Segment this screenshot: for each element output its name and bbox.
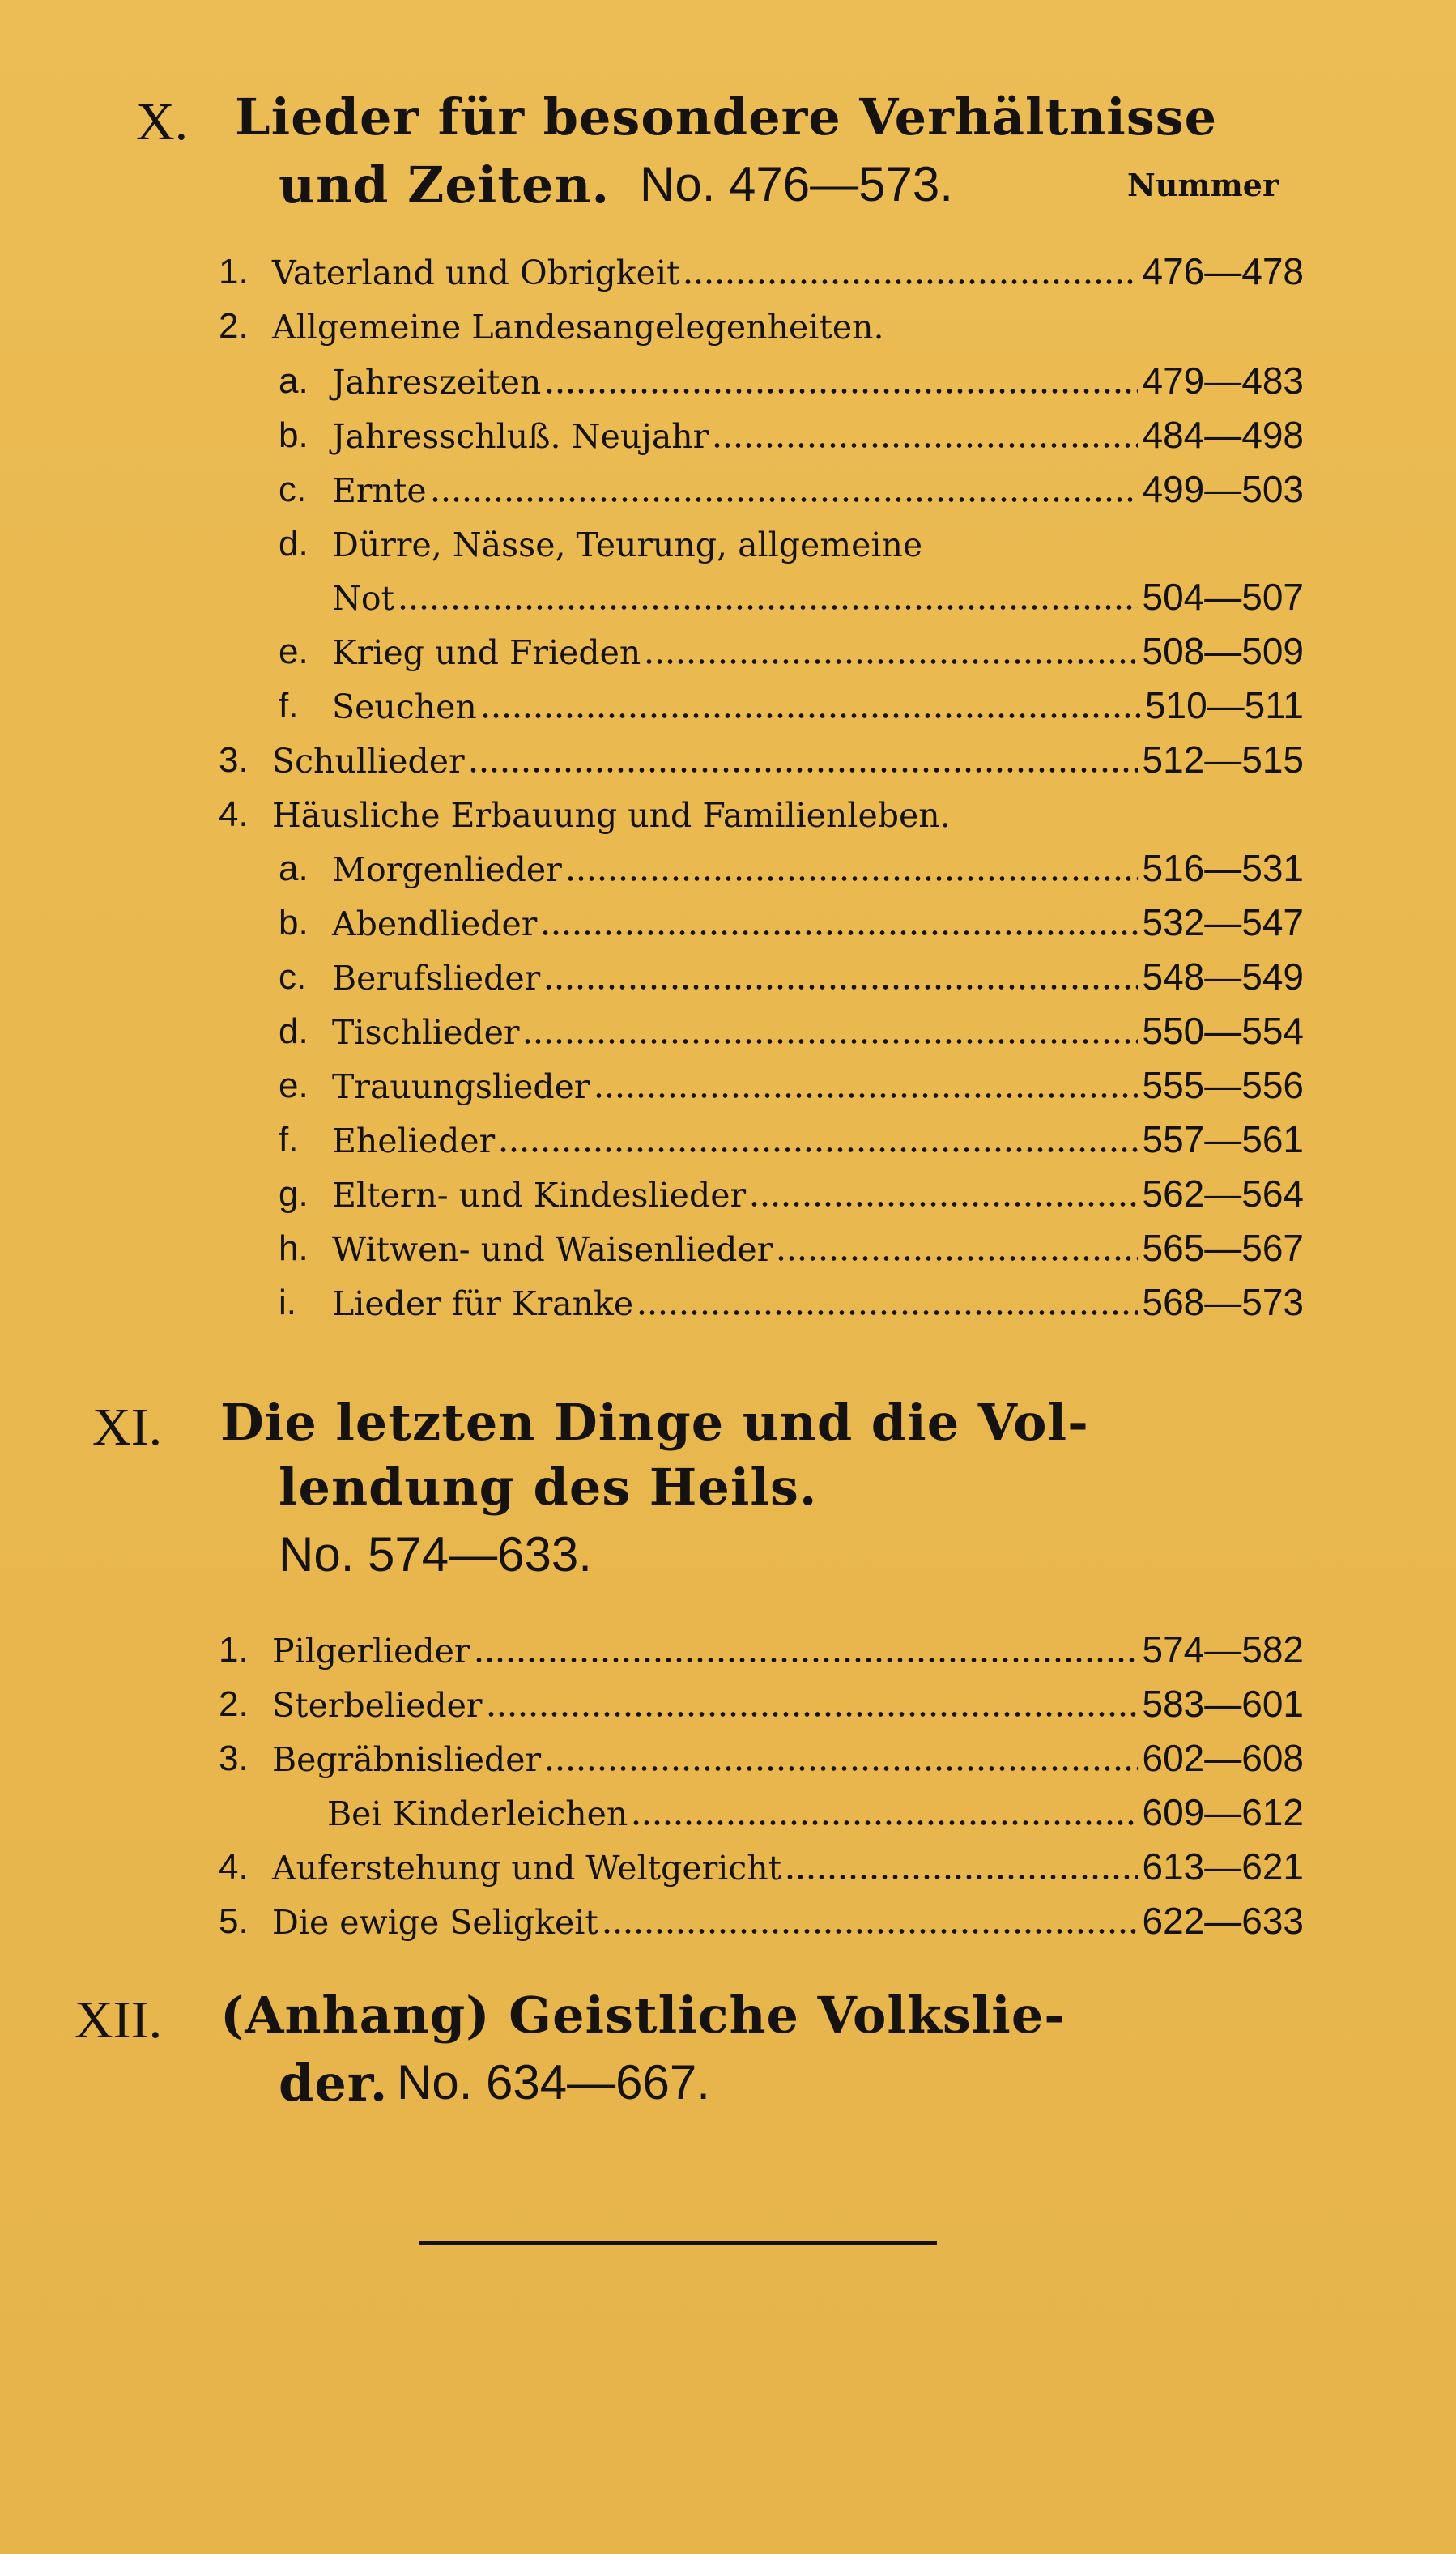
entry-range: 574—582 <box>1142 1628 1304 1671</box>
entry-number: 2. <box>219 1684 249 1724</box>
dot-leader <box>498 1147 1137 1153</box>
section-xii-title-line1: (Anhang) Geistliche Volkslie- <box>220 1986 1066 2045</box>
closing-rule <box>419 2241 937 2245</box>
toc-entry <box>332 575 1304 618</box>
entry-range: 565—567 <box>1142 1227 1304 1269</box>
entry-range: 583—601 <box>1142 1683 1304 1725</box>
entry-label: Abendlieder <box>332 905 538 943</box>
dot-leader <box>468 767 1138 773</box>
entry-range: 484—498 <box>1142 414 1304 456</box>
entry-range: 548—549 <box>1142 956 1304 998</box>
entry-range: 512—515 <box>1142 739 1304 781</box>
section-xii-range: No. 634—667. <box>397 2055 710 2109</box>
dot-leader <box>544 388 1137 394</box>
dot-leader <box>565 875 1138 882</box>
dot-leader <box>480 713 1140 719</box>
entry-number: 4. <box>219 794 249 834</box>
entry-label: Schullieder <box>272 742 465 781</box>
toc-entry <box>279 1172 1304 1215</box>
dot-leader <box>594 1092 1138 1099</box>
entry-label: Not <box>332 579 395 618</box>
entry-label: Sterbelieder <box>272 1686 483 1725</box>
entry-label: Trauungslieder <box>332 1067 590 1106</box>
section-xi-number: XI. <box>92 1398 163 1457</box>
dot-leader <box>540 930 1137 936</box>
entry-number: d. <box>279 524 309 564</box>
entry-number: f. <box>279 686 299 726</box>
dot-leader <box>543 984 1137 990</box>
toc-entry <box>279 1117 1304 1158</box>
entry-label: Berufslieder <box>332 959 541 998</box>
dot-leader <box>430 496 1138 503</box>
entry-label: Krieg und Frieden <box>332 633 641 672</box>
dot-leader <box>636 1309 1137 1316</box>
entry-range: 476—478 <box>1142 250 1304 292</box>
entry-number: 1. <box>219 252 249 292</box>
toc-entry <box>219 304 1304 347</box>
section-x-title-line1: Lieder für besondere Verhältnisse <box>235 87 1218 147</box>
dot-leader <box>776 1255 1137 1262</box>
section-xi-title-line1: Die letzten Dinge und die Vol- <box>220 1393 1089 1452</box>
toc-entry <box>279 521 1304 562</box>
toc-entry <box>279 846 1304 887</box>
dot-leader <box>631 1820 1137 1826</box>
toc-entry <box>219 792 1304 835</box>
entry-number: a. <box>279 849 309 888</box>
entry-label: Lieder für Kranke <box>332 1284 634 1323</box>
entry-range: 609—612 <box>1142 1791 1304 1833</box>
toc-entry <box>279 629 1304 670</box>
toc-entry <box>279 1009 1304 1052</box>
entry-number: e. <box>279 632 309 671</box>
entry-label: Tischlieder <box>332 1013 520 1052</box>
entry-range: 602—608 <box>1142 1737 1304 1779</box>
toc-entry <box>219 1628 1304 1671</box>
entry-label: Bei Kinderleichen <box>327 1794 628 1833</box>
section-x-title-line2: und Zeiten. <box>279 155 611 215</box>
entry-label: Ehelieder <box>332 1122 496 1160</box>
entry-label: Allgemeine Landesangelegenheiten. <box>272 308 884 347</box>
entry-range: 568—573 <box>1142 1281 1304 1323</box>
dot-leader <box>522 1038 1137 1045</box>
entry-number: 5. <box>219 1901 249 1941</box>
entry-label: Jahresschluß. Neujahr <box>332 417 709 456</box>
entry-range: 504—507 <box>1142 576 1304 618</box>
dot-leader <box>683 279 1137 285</box>
entry-label: Auferstehung und Weltgericht <box>272 1849 782 1888</box>
entry-label: Vaterland und Obrigkeit <box>272 253 680 292</box>
section-x-number: X. <box>136 92 189 151</box>
toc-entry <box>279 683 1304 724</box>
entry-number: 2. <box>219 306 249 346</box>
section-xi-range: No. 574—633. <box>279 1527 592 1581</box>
entry-range: 516—531 <box>1142 847 1304 889</box>
toc-entry <box>219 1899 1304 1942</box>
toc-entry <box>279 359 1304 402</box>
toc-entry <box>279 1063 1304 1104</box>
entry-label: Eltern- und Kindeslieder <box>332 1176 747 1215</box>
entry-label: Die ewige Seligkeit <box>272 1903 598 1942</box>
entry-label: Dürre, Nässe, Teurung, allgemeine <box>332 526 923 564</box>
toc-entry <box>279 900 1304 941</box>
entry-range: 550—554 <box>1142 1010 1304 1052</box>
dot-leader <box>644 658 1137 665</box>
entry-label: Morgenlieder <box>332 850 562 889</box>
section-xi-title-line2: lendung des Heils. <box>279 1458 818 1517</box>
section-xii-title-line2: der. <box>279 2054 389 2113</box>
entry-number: b. <box>279 415 309 455</box>
dot-leader <box>749 1201 1137 1207</box>
entry-range: 508—509 <box>1142 630 1304 672</box>
dot-leader <box>544 1765 1137 1772</box>
dot-leader <box>785 1874 1137 1880</box>
toc-entry <box>219 1682 1304 1725</box>
entry-number: 3. <box>219 1739 249 1778</box>
dot-leader <box>398 604 1137 611</box>
dot-leader <box>602 1928 1138 1935</box>
entry-label: Ernte <box>332 471 427 510</box>
entry-label: Pilgerlieder <box>272 1632 470 1671</box>
entry-number: d. <box>279 1011 309 1051</box>
entry-number: i. <box>279 1283 296 1322</box>
entry-number: 4. <box>219 1847 249 1887</box>
dot-leader <box>486 1711 1138 1718</box>
entry-number: f. <box>279 1120 299 1160</box>
entry-label: Jahreszeiten <box>332 363 542 402</box>
entry-range: 613—621 <box>1142 1845 1304 1888</box>
column-header-nummer: Nummer <box>1127 167 1279 203</box>
entry-number: c. <box>279 470 307 509</box>
entry-range: 479—483 <box>1142 360 1304 402</box>
entry-range: 622—633 <box>1142 1900 1304 1942</box>
entry-number: 3. <box>219 740 249 780</box>
entry-range: 510—511 <box>1144 684 1304 726</box>
toc-entry <box>279 955 1304 998</box>
section-xii-number: XII. <box>75 1990 163 2050</box>
toc-entry <box>219 738 1304 781</box>
entry-range: 555—556 <box>1142 1064 1304 1106</box>
entry-range: 532—547 <box>1142 901 1304 943</box>
toc-entry <box>279 467 1304 508</box>
entry-number: 1. <box>219 1630 249 1670</box>
entry-range: 562—564 <box>1142 1173 1304 1215</box>
entry-label: Witwen- und Waisenlieder <box>332 1230 773 1269</box>
toc-entry <box>219 1736 1304 1777</box>
entry-label: Häusliche Erbauung und Familienleben. <box>272 796 951 835</box>
entry-number: a. <box>279 361 309 401</box>
entry-number: h. <box>279 1228 309 1268</box>
entry-number: c. <box>279 957 307 997</box>
dot-leader <box>474 1657 1138 1663</box>
entry-range: 499—503 <box>1142 468 1304 510</box>
section-x-range: No. 476—573. <box>640 157 953 211</box>
toc-entry <box>279 1226 1304 1269</box>
toc-entry <box>279 1280 1304 1321</box>
toc-entry <box>327 1790 1304 1831</box>
entry-label: Begräbnislieder <box>272 1740 542 1779</box>
toc-entry <box>279 413 1304 456</box>
entry-label: Seuchen <box>332 687 477 726</box>
toc-entry <box>219 1845 1304 1888</box>
toc-entry <box>219 249 1304 290</box>
entry-range: 557—561 <box>1142 1118 1304 1160</box>
dot-leader <box>712 442 1137 449</box>
entry-number: g. <box>279 1174 309 1214</box>
entry-number: b. <box>279 903 309 943</box>
entry-number: e. <box>279 1066 309 1105</box>
